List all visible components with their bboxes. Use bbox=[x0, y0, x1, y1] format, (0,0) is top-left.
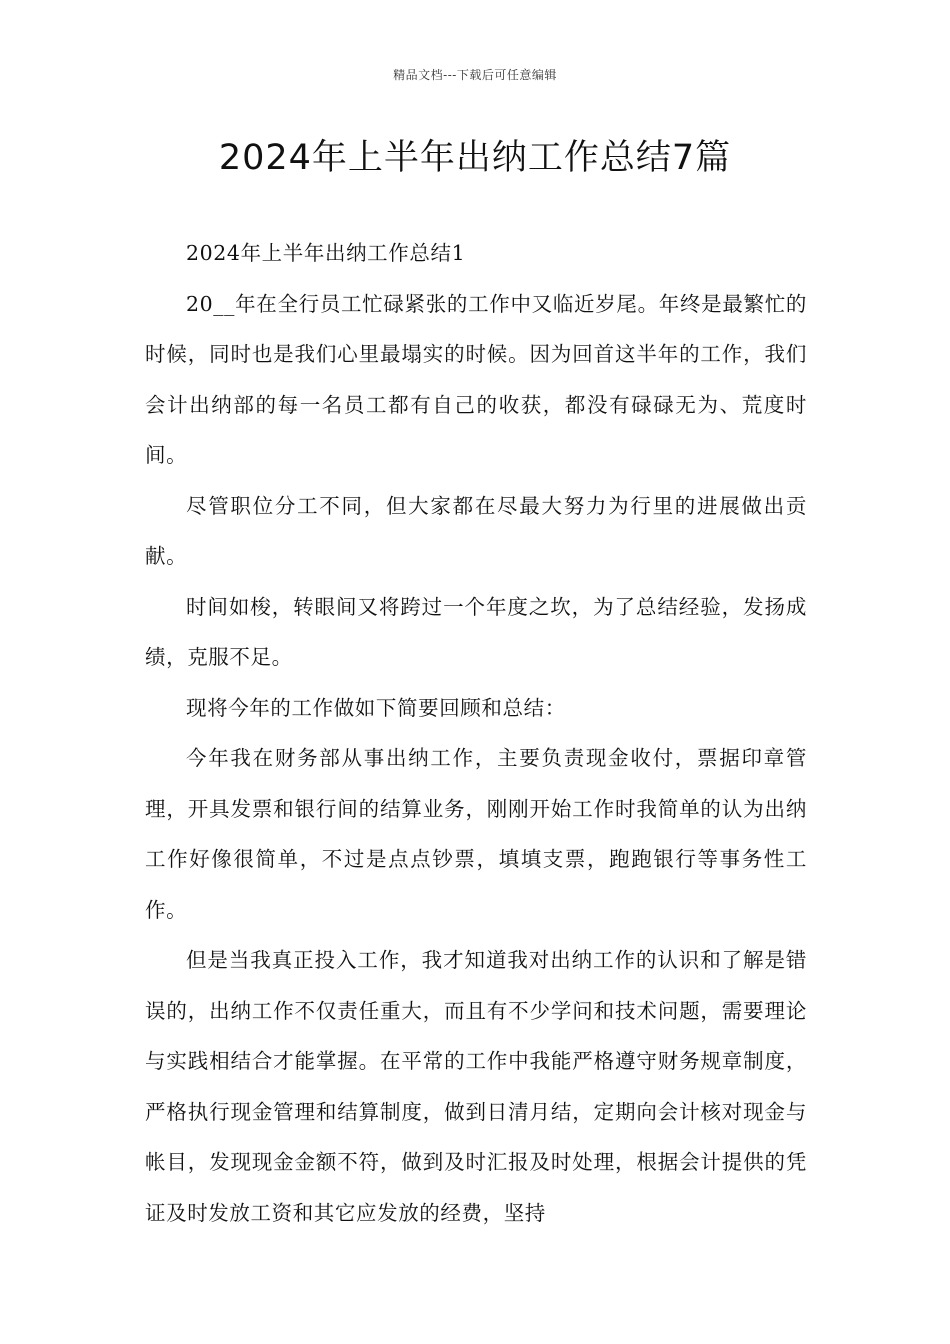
paragraph: 时间如梭，转眼间又将跨过一个年度之坎，为了总结经验，发扬成绩，克服不足。 bbox=[145, 594, 807, 669]
paragraph: 尽管职位分工不同，但大家都在尽最大努力为行里的进展做出贡献。 bbox=[145, 493, 807, 568]
header-note: 精品文档---下载后可任意编辑 bbox=[393, 68, 557, 82]
paragraph: 今年我在财务部从事出纳工作，主要负责现金收付，票据印章管理，开具发票和银行间的结算业务，刚刚开始工作时我简单的认为出纳工作好像很简单，不过是点点钞票，填填支票，跑跑银行等事务性工作。 bbox=[145, 746, 807, 922]
section-heading: 2024年上半年出纳工作总结1 bbox=[186, 241, 466, 265]
paragraph: 但是当我真正投入工作，我才知道我对出纳工作的认识和了解是错误的，出纳工作不仅责任重大，而且有不少学问和技术问题，需要理论与实践相结合才能掌握。在平常的工作中我能严格遵守财务规章制度，严格执行现金管理和结算制度，做到日清月结，定期向会计核对现金与帐目，发现现金金额不符，做到及时汇报及时处理，根据会计提供的凭证及时发放工资和其它应发放的经费，坚持 bbox=[145, 948, 807, 1225]
paragraph: 20__年在全行员工忙碌紧张的工作中又临近岁尾。年终是最繁忙的时候，同时也是我们心里最塌实的时候。因为回首这半年的工作，我们会计出纳部的每一名员工都有自己的收获，都没有碌碌无为、荒度时间。 bbox=[145, 291, 807, 467]
paragraph: 现将今年的工作做如下简要回顾和总结： bbox=[186, 695, 566, 720]
document-body bbox=[145, 228, 807, 1238]
document-title: 2024年上半年出纳工作总结7篇 bbox=[218, 138, 732, 178]
